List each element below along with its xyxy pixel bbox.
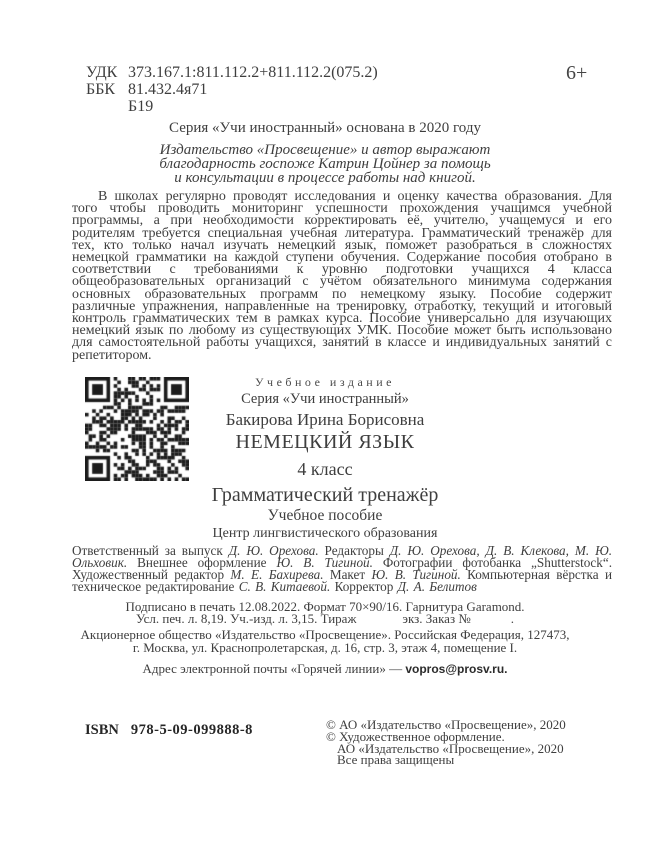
edition-type-label: Учебное издание <box>255 375 395 389</box>
book-title: НЕМЕЦКИЙ ЯЗЫК <box>235 431 415 453</box>
credits-segment: С. В. Китаевой. <box>238 578 331 594</box>
credits-segment: Д. Ю. Орехова. <box>228 543 319 558</box>
linguistic-center: Центр лингвистического образования <box>212 526 438 541</box>
bbk-value: 81.432.4я71 <box>128 81 208 98</box>
copyright-line: АО «Издательство «Просвещение», 2020 <box>337 740 564 756</box>
print-info-line1: Подписано в печать 12.08.2022. Формат 70×90/16. Гарнитура Garamond. <box>125 599 525 614</box>
author-sign-row <box>86 98 378 115</box>
isbn-value: 978-5-09-099888-8 <box>130 722 253 738</box>
hotline-label: Адрес электронной почты «Горячей линии» — <box>142 661 406 676</box>
publisher-address <box>30 628 620 654</box>
credits-segment: Д. Ю. Орехова, Д. В. Клекова, М. Ю. Ольховик. <box>72 543 612 570</box>
publisher-line: Акционерное общество «Издательство «Просвещение». Российская Федерация, 127473, <box>80 627 570 642</box>
credits-segment: Макет <box>323 566 372 582</box>
bbk-label: ББК <box>86 81 116 98</box>
hotline-row <box>30 661 620 677</box>
udk-value: 373.167.1:811.112.2+811.112.2(075.2) <box>128 64 378 81</box>
acknowledgment-line: благодарность госпоже Катрин Цойнер за помощь <box>159 155 491 172</box>
credits-segment: Д. А. Белитов <box>397 578 477 594</box>
udk-label: УДК <box>86 64 118 81</box>
copyright-block <box>326 719 566 766</box>
copyright-line: © Художественное оформление. <box>326 728 505 744</box>
book-subtitle: Грамматический тренажёр <box>211 484 439 506</box>
staff-credits <box>72 545 612 593</box>
bbk-row <box>86 81 378 98</box>
isbn-row <box>85 722 253 739</box>
credits-segment: Корректор <box>330 578 398 594</box>
udk-row <box>86 64 378 81</box>
credits-segment: М. Е. Бахирева. <box>230 566 324 582</box>
print-info-line2 <box>30 611 620 627</box>
copyright-line: Все права защищены <box>337 752 455 768</box>
edition-kind: Учебное пособие <box>267 507 383 524</box>
age-rating-badge: 6+ <box>566 62 588 84</box>
credits-segment: Ю. В. Тигиной. <box>276 554 373 570</box>
print-line-period: . <box>510 611 514 626</box>
credits-segment: Ответственный за выпуск <box>72 543 229 558</box>
hotline-email: vopros@prosv.ru. <box>405 662 508 676</box>
publisher-line: г. Москва, ул. Краснопролетарская, д. 16, стр. 3, этаж 4, помещение I. <box>132 640 518 655</box>
edition-series: Серия «Учи иностранный» <box>241 391 409 407</box>
acknowledgment-line: и консультации в процессе работы над книгой. <box>174 169 476 186</box>
credits-segment: Ю. В. Тигиной. <box>371 566 461 582</box>
annotation-paragraph: В школах регулярно проводят исследования и оценку качества образования. Для того чтобы проводить мониторинг успешности прохождения учащимся учебной программы, а при необходимости корректировать её, учителю, учащемуся и его родителям требуется специальная учебная литература. Грамматический тренажёр для тех, кто только начал изучать немецкий язык, поможет разобраться в сложностях немецкой грамматики на каждой ступени обучения. Содержание пособия отобрано в соответствии с требованиями к уровню подготовки учащихся 4 класса общеобразовательных организаций с учётом обязательного минимума содержания основных образовательных программ по немецкому языку. Пособие содержит различные упражнения, направленные на тренировку, отработку, текущий и итоговый контроль грамматических тем в рамках курса. Пособие универсально для изучающих немецкий язык по любому из существующих УМК. Пособие может быть использовано для самостоятельной работы учащихся, занятий в классе и индивидуальных занятий с репетитором. <box>72 189 612 363</box>
book-author: Бакирова Ирина Борисовна <box>225 410 425 429</box>
credits-segment: Редакторы <box>318 543 390 558</box>
credits-segment: Фотографии фотобанка „Shutterstock“. Художественный редактор <box>72 554 612 582</box>
acknowledgment-line: Издательство «Просвещение» и автор выражают <box>159 142 491 158</box>
author-sign: Б19 <box>128 98 154 115</box>
credits-segment: Компьютерная вёрстка и техническое редактирование <box>72 566 613 594</box>
order-number-prefix: экз. Заказ № <box>402 611 471 626</box>
isbn-label: ISBN <box>85 722 119 738</box>
series-founded-note: Серия «Учи иностранный» основана в 2020 году <box>169 120 481 136</box>
book-grade: 4 класс <box>297 459 353 479</box>
classification-block <box>86 64 378 115</box>
print-run-prefix: Усл. печ. л. 8,19. Уч.-изд. л. 3,15. Тираж <box>135 611 357 626</box>
acknowledgment <box>30 144 620 185</box>
credits-segment: Внешнее оформление <box>127 554 277 570</box>
copyright-line: © АО «Издательство «Просвещение», 2020 <box>326 717 566 732</box>
